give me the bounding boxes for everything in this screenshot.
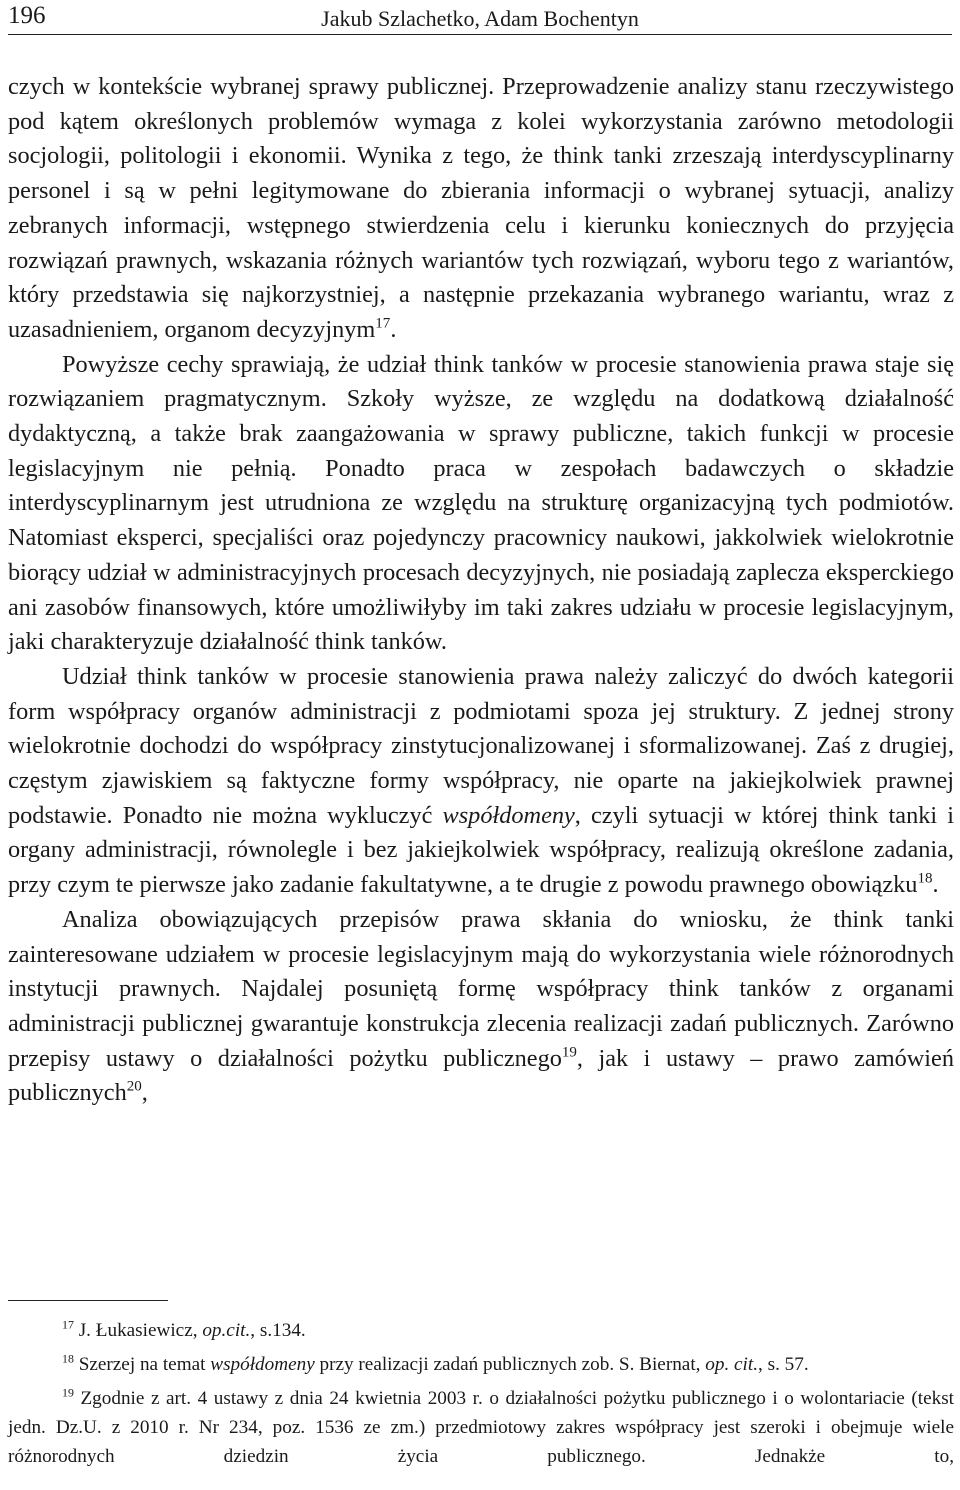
footnote-19	[8, 1384, 954, 1471]
footnote-ref-18[interactable]: 18	[917, 870, 933, 887]
footnote-18	[8, 1350, 954, 1379]
footnote-ref-20[interactable]: 20	[126, 1079, 142, 1096]
footnote-text: , s. 57.	[758, 1354, 809, 1375]
paragraph-1-end: .	[390, 315, 397, 343]
footnote-text: Szerzej na temat	[73, 1354, 211, 1375]
footnote-text: , s.134.	[250, 1320, 306, 1341]
paragraph-4-text-b: , jak i ustawy – prawo zamówień publicznych	[8, 1044, 954, 1107]
running-head-authors: Jakub Szlachetko, Adam Bochentyn	[321, 6, 639, 31]
main-text	[8, 70, 954, 1111]
paragraph-3-text-a: Udział think tanków w procesie stanowienia prawa należy zaliczyć do dwóch kategorii form współpracy organów administracji z podmiotami spoza jej struktury. Z jednej strony wielokrotnie dochodzi do współpracy zinstytucjonalizowanej i sformalizowanej. Zaś z drugiej, częstym zjawiskiem są faktyczne formy współpracy, nie oparte na jakiejkolwiek prawnej podstawie. Ponadto nie można wykluczyć	[8, 662, 954, 829]
footnote-text: J. Łukasiewicz,	[73, 1320, 203, 1341]
footnote-number: 19	[62, 1385, 74, 1400]
footnote-separator	[8, 1300, 168, 1301]
footnote-number: 18	[62, 1351, 74, 1366]
footnote-text: przy realizacji zadań publicznych zob. S. Biernat,	[314, 1354, 706, 1375]
paragraph-3-emphasis: współdomeny	[442, 801, 575, 829]
paragraph-4-text-a: Analiza obowiązujących przepisów prawa skłania do wniosku, że think tanki zainteresowane udziałem w procesie legislacyjnym mają do wykorzystania wiele różnorodnych instytucji prawnych. Najdalej posuniętą formę współpracy think tanków z organami administracji publicznej gwarantuje konstrukcja zlecenia realizacji zadań publicznych. Zarówno przepisy ustawy o działalności pożytku publicznego	[8, 905, 954, 1072]
footnote-emphasis: op.cit.	[202, 1320, 251, 1341]
paragraph-3-text-b: , czyli sytuacji w której think tanki i organy administracji, równolegle i bez jakiejkolwiek współpracy, realizują określone zadania, przy czym te pierwsze jako zadanie fakultatywne, a te drugie z powodu prawnego obowiązku	[8, 801, 954, 899]
paragraph-4-end: ,	[141, 1079, 148, 1107]
paragraph-2: Powyższe cechy sprawiają, że udział think tanków w procesie stanowienia prawa staje się rozwiązaniem pragmatycznym. Szkoły wyższe, ze względu na dodatkową działalność dydaktyczną, a także brak zaangażowania w sprawy publiczne, takich funkcji w procesie legislacyjnym nie pełnią. Ponadto praca w zespołach badawczych o składzie interdyscyplinarnym jest utrudniona ze względu na strukturę organizacyjną tych podmiotów. Natomiast eksperci, specjaliści oraz pojedynczy pracownicy naukowi, jakkolwiek wielokrotnie biorący udział w administracyjnych procesach decyzyjnych, nie posiadają zaplecza eksperckiego ani zasobów finansowych, które umożliwiłyby im taki zakres udziału w procesie legislacyjnym, jaki charakteryzuje działalność think tanków.	[8, 350, 954, 656]
footnotes	[8, 1316, 954, 1471]
paragraph-3	[8, 660, 954, 903]
paragraph-1-text: czych w kontekście wybranej sprawy publicznej. Przeprowadzenie analizy stanu rzeczywistego pod kątem określonych problemów wymaga z kolei wykorzystania zarówno metodologii socjologii, politologii i ekonomii. Wynika z tego, że think tanki zrzeszają interdyscyplinarny personel i są w pełni legitymowane do zbierania informacji o wybranej sytuacji, analizy zebranych informacji, wstępnego stwierdzenia celu i kierunku koniecznych do przyjęcia rozwiązań prawnych, wskazania różnych wariantów tych rozwiązań, wyboru tego z wariantów, który przedstawia się najkorzystniej, a następnie przekazania wybranego wariantu, wraz z uzasadnieniem, organom decyzyjnym	[8, 73, 954, 343]
running-header	[8, 0, 952, 35]
footnote-ref-19[interactable]: 19	[561, 1044, 577, 1061]
paragraph-1	[8, 70, 954, 348]
footnote-ref-17[interactable]: 17	[375, 315, 391, 332]
footnote-17	[8, 1316, 954, 1345]
footnote-emphasis: op. cit.	[705, 1354, 759, 1375]
footnote-emphasis: współdomeny	[210, 1354, 315, 1375]
paragraph-4	[8, 903, 954, 1111]
page-number: 196	[8, 2, 46, 29]
paragraph-3-end: .	[932, 871, 939, 899]
footnote-number: 17	[62, 1317, 74, 1332]
footnote-text: Zgodnie z art. 4 ustawy z dnia 24 kwietnia 2003 r. o działalności pożytku publicznego i o wolontariacie (tekst jedn. Dz.U. z 2010 r. Nr 234, poz. 1536 ze zm.) przedmiotowy zakres współpracy jest szeroki i obejmuje wiele różnorodnych dziedzin życia publicznego. Jednakże to,	[8, 1388, 954, 1467]
